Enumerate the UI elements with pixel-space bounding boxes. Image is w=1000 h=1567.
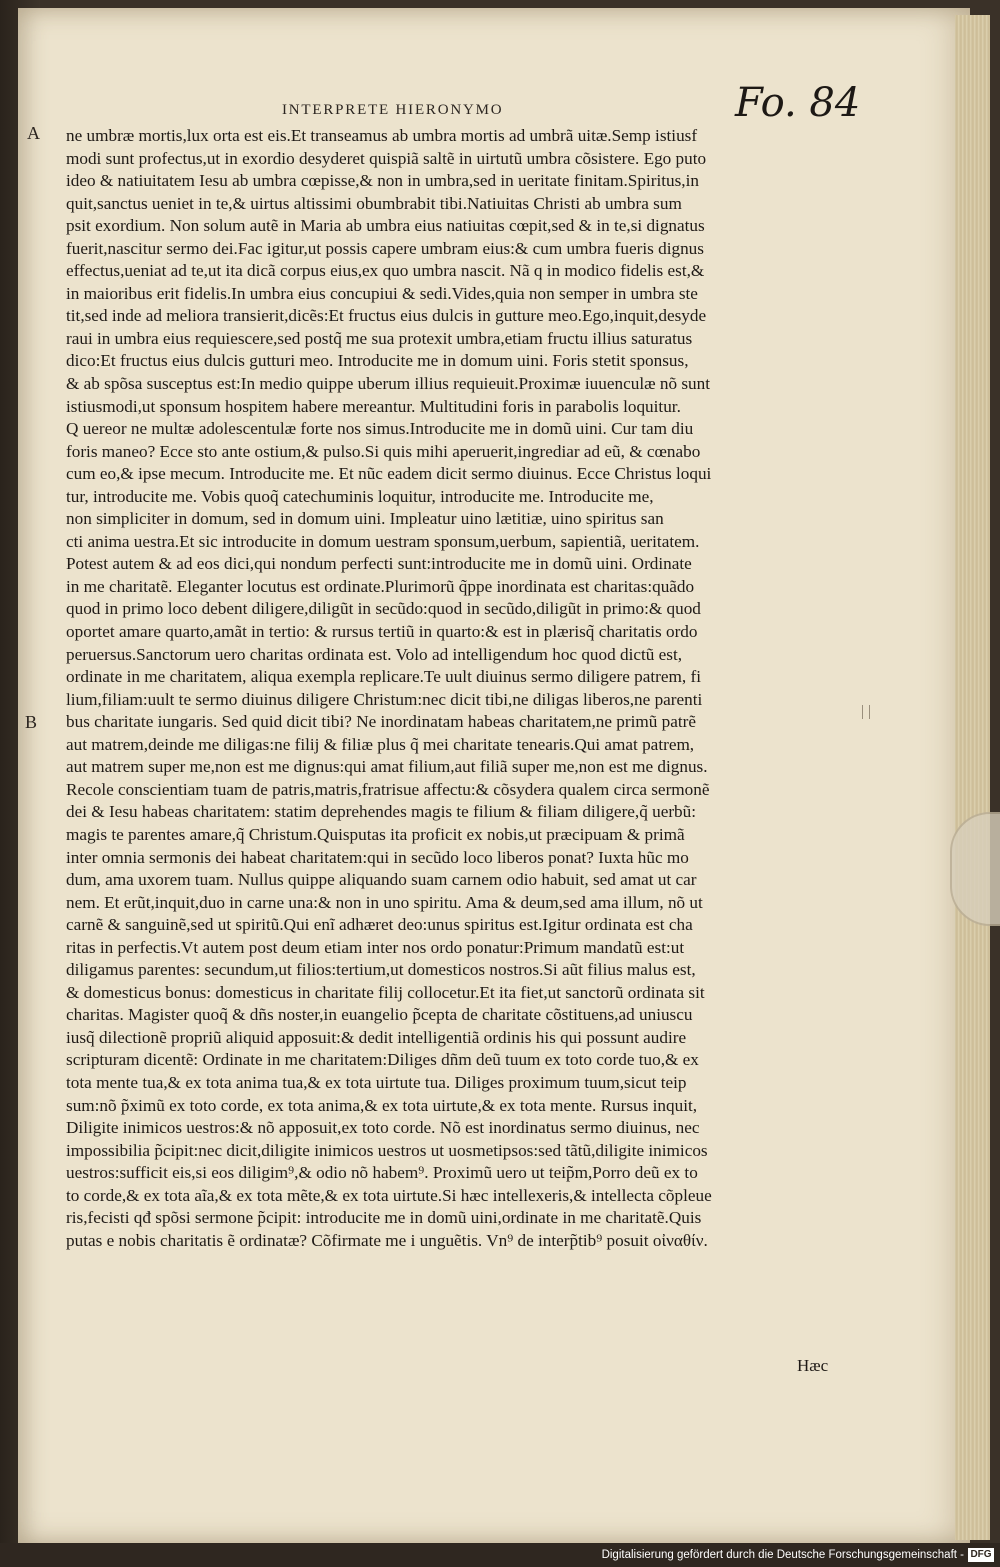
text-line: carnẽ & sanguinẽ,sed ut spiritũ.Qui enĩ adhæret deo:unus spiritus est.Igitur ordinata est cha xyxy=(66,915,693,935)
text-line: charitas. Magister quoq̃ & dñs noster,in euangelio p̃cepta de charitate cõstituens,ad uniuscu xyxy=(66,1005,693,1025)
running-title: INTERPRETE HIERONYMO xyxy=(282,102,504,118)
text-line: Q uereor ne multæ adolescentulæ forte nos simus.Introducite me in domũ uini. Cur tam diu xyxy=(66,419,694,439)
text-line: raui in umbra eius requiescere,sed postq̃ me sua protexit umbra,etiam fructu illius saturatus xyxy=(66,328,693,348)
text-line: scripturam dicentẽ: Ordinate in me charitatem:Diliges dñm deũ tuum ex toto corde tuo,& ex xyxy=(66,1050,699,1070)
text-line: effectus,ueniat ad te,ut ita dicã corpus eius,ex quo umbra nascit. Nã q in modico fidelis est,& xyxy=(66,261,705,281)
page-edges xyxy=(955,15,990,1540)
text-line: ordinate in me charitatem, aliqua exempla replicare.Te uult diuinus sermo diligere patrem, fi xyxy=(66,667,701,687)
text-line: Recole conscientiam tuam de patris,matris,fratrisue affectu:& cõsydera qualem circa sermonẽ xyxy=(66,779,710,799)
text-line: psit exordium. Non solum autẽ in Maria ab umbra eius natiuitas cœpit,sed & in te,si dignatus xyxy=(66,216,705,236)
text-line: to corde,& ex tota aĩa,& ex tota mẽte,& ex tota uirtute.Si hæc intellexeris,& intellecta cõpleue xyxy=(66,1185,712,1205)
text-line: aut matrem,deinde me diligas:ne filij & filiæ plus q̃ mei charitate tenearis.Qui amat patrem, xyxy=(66,734,695,754)
text-line: fuerit,nascitur sermo dei.Fac igitur,ut possis capere umbram eius:& cum umbra fueris dignus xyxy=(66,238,704,258)
text-line: oportet amare quarto,amãt in tertio: & rursus tertiũ in quarto:& est in plærisq̃ charitatis ordo xyxy=(66,622,698,642)
text-line: iusq̃ dilectionẽ propriũ aliquid apposuit:& dedit intelligentiã ordinis his qui possunt audire xyxy=(66,1027,687,1047)
margin-mark xyxy=(862,705,870,719)
text-line: cum eo,& ipse mecum. Introducite me. Et nũc eadem dicit sermo diuinus. Ecce Christus loqui xyxy=(66,464,712,484)
funding-credit: Digitalisierung gefördert durch die Deutsche Forschungsgemeinschaft - xyxy=(601,1549,964,1561)
text-line: foris maneo? Ecce sto ante ostium,& pulso.Si quis mihi aperuerit,ingrediar ad eũ, & cœnabo xyxy=(66,441,701,461)
text-line: putas e nobis charitatis ẽ ordinatæ? Cõfirmate me i unguẽtis. Vn⁹ de interp̃tib⁹ posuit οἰναθίν. xyxy=(66,1230,708,1250)
text-line: peruersus.Sanctorum uero charitas ordinata est. Volo ad intelligendum hoc quod dictũ est, xyxy=(66,644,683,664)
text-line: tit,sed inde ad meliora transierit,dicẽs:Et fructus eius dulcis in gutture meo.Ego,inquit,desyde xyxy=(66,306,707,326)
text-line: Diligite inimicos uestros:& nõ apposuit,ex toto corde. Nõ est inordinatus sermo diuinus, nec xyxy=(66,1118,700,1138)
text-line: in me charitatẽ. Eleganter locutus est ordinate.Plurimorũ q̃ppe inordinata est charitas:quãdo xyxy=(66,576,695,596)
text-line: ne umbræ mortis,lux orta est eis.Et transeamus ab umbra mortis ad umbrã uitæ.Semp istiusf xyxy=(66,126,698,145)
text-line: ris,fecisti qđ spõsi sermone p̃cipit: introducite me in domũ uini,ordinate in me charitatẽ.Quis xyxy=(66,1208,702,1228)
text-line: modi sunt profectus,ut in exordio desyderet quispiã saltẽ in uirtutũ umbra cõsistere. Ego puto xyxy=(66,148,707,168)
text-line: dum, ama uxorem tuam. Nullus quippe aliquando suam carnem odio habuit, sed amat ut car xyxy=(66,870,697,890)
text-line: quod in primo loco debent diligere,diligũt in secũdo:quod in secũdo,diligũt in primo:& quod xyxy=(66,599,701,619)
text-line: quit,sanctus ueniet in te,& uirtus altissimi obumbrabit tibi.Natiuitas Christi ab umbra sum xyxy=(66,193,682,213)
text-line: nem. Et erũt,inquit,duo in carne una:& non in uno spiritu. Ama & deum,sed ama illum, nõ ut xyxy=(66,892,703,912)
text-line: aut matrem super me,non est me dignus:qui amat filium,aut filiã super me,non est me dignus. xyxy=(66,757,708,777)
bookmark-tab xyxy=(950,812,1000,926)
text-line: tota mente tua,& ex tota anima tua,& ex tota uirtute tua. Diliges proximum tuum,sicut teip xyxy=(66,1072,687,1092)
text-line: tur, introducite me. Vobis quoq̃ catechuminis loquitur, introducite me. Introducite me, xyxy=(66,486,654,506)
text-line: uestros:sufficit eis,si eos diligim⁹,& odio nõ habem⁹. Proximũ uero ut teip̃m,Porro deũ ex to xyxy=(66,1163,698,1183)
text-line: non simpliciter in domum, sed in domum uini. Impleatur uino lætitiæ, uino spiritus san xyxy=(66,509,664,529)
text-line: dei & Iesu habeas charitatem: statim deprehendes magis te filium & filiam diligere,q̃ uerbũ: xyxy=(66,802,697,822)
text-line: magis te parentes amare,q̃ Christum.Quisputas ita proficit ex nobis,ut præcipuam & primã xyxy=(66,824,685,844)
folio-number: Fo. 84 xyxy=(735,80,861,126)
text-line: bus charitate iungaris. Sed quid dicit tibi? Ne inordinatam habeas charitatem,ne primũ patrẽ xyxy=(66,712,697,732)
body-text xyxy=(66,125,844,1252)
dfg-logo: DFG xyxy=(968,1548,994,1562)
margin-marker-b: B xyxy=(25,712,38,732)
text-line: ideo & natiuitatem Iesu ab umbra cœpisse,& non in umbra,sed in ueritate finitam.Spiritus,in xyxy=(66,171,699,191)
text-line: cti anima uestra.Et sic introducite in domum uestram sponsum,uerbum, sapientiã, ueritatem. xyxy=(66,531,700,551)
text-line: dico:Et fructus eius dulcis gutturi meo. Introducite me in domum uini. Foris stetit sponsus, xyxy=(66,351,689,371)
text-line: & domesticus bonus: domesticus in charitate filij collocetur.Et ita fiet,ut sanctorũ ordinata sit xyxy=(66,982,705,1002)
text-line: & ab spõsa susceptus est:In medio quippe uberum illius requieuit.Proximæ iuuenculæ nõ sunt xyxy=(66,374,710,394)
text-line: istiusmodi,ut sponsum hospitem habere mereantur. Multitudini foris in parabolis loquitur. xyxy=(66,396,681,416)
text-line: diligamus parentes: secundum,ut filios:tertium,ut domesticos nostros.Si aũt filius malus est, xyxy=(66,960,696,980)
margin-marker-a: A xyxy=(27,123,40,143)
catchword: Hæc xyxy=(797,1356,829,1375)
text-line: in maioribus erit fidelis.In umbra eius concupiui & sedi.Vides,quia non semper in umbra ste xyxy=(66,283,698,303)
text-line: lium,filiam:uult te sermo diuinus diligere Christum:nec dicit tibi,ne diligas liberos,ne parenti xyxy=(66,689,703,709)
text-line: sum:nõ p̃ximũ ex toto corde, ex tota anima,& ex tota uirtute,& ex tota mente. Rursus inquit, xyxy=(66,1095,698,1115)
text-line: impossibilia p̃cipit:nec dicit,diligite inimicos uestros ut uosmetipsos:sed tãtũ,diligite inimicos xyxy=(66,1140,708,1160)
text-line: inter omnia sermonis dei habeat charitatem:qui in secũdo loco liberos ponat? Iuxta hũc mo xyxy=(66,847,689,867)
text-line: ritas in perfectis.Vt autem post deum etiam inter nos ordo ponatur:Primum mandatũ est:ut xyxy=(66,937,685,957)
text-line: Potest autem & ad eos dici,qui nondum perfecti sunt:introducite me in domũ uini. Ordinate xyxy=(66,554,692,574)
